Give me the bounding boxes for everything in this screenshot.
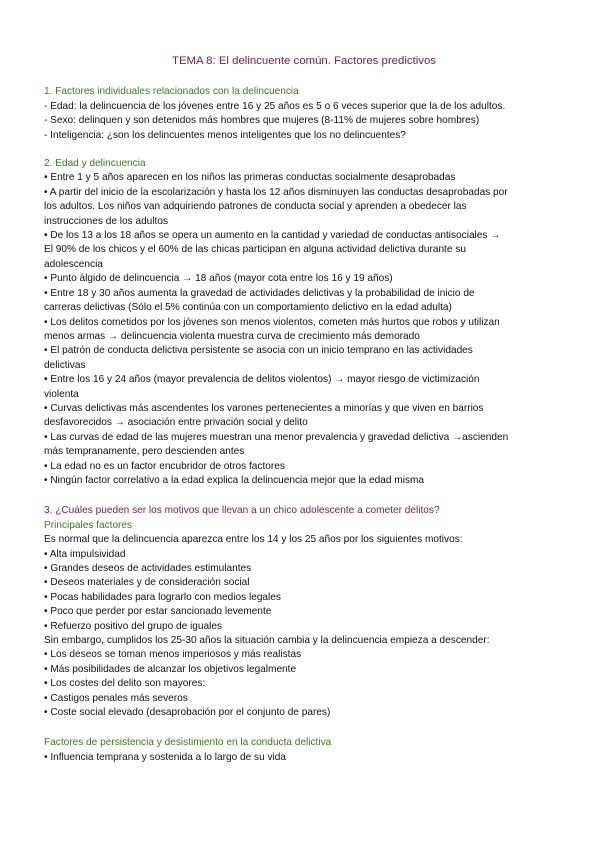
section-1-line: - Inteligencia: ¿son los delincuentes menos inteligentes que los no delincuentes? (44, 129, 406, 141)
document-title: TEMA 8: El delincuente común. Factores predictivos (171, 55, 436, 67)
decline-item: • Coste social elevado (desaprobación por el conjunto de pares) (44, 707, 331, 719)
document-page (44, 54, 564, 765)
section-4-line: • Influencia temprana y sostenida a lo largo de su vida (44, 751, 287, 763)
section-3-transition: Sin embargo, cumplidos los 25-30 años la situación cambia y la delincuencia empieza a descender: (44, 635, 490, 647)
section-4-heading: Factores de persistencia y desistimiento en la conducta delictiva (44, 737, 332, 749)
section-2-line: • Ningún factor correlativo a la edad explica la delincuencia mejor que la edad misma (44, 474, 425, 486)
motive-item: • Poco que perder por estar sancionado levemente (44, 606, 272, 618)
decline-item: • Los deseos se toman menos imperiosos y más realistas (44, 649, 302, 661)
section-2-line: carreras delictivas (Sólo el 5% continúa con un comportamiento delictivo en la edad adulta) (44, 302, 452, 314)
section-2-line: los adultos. Los niños van adquiriendo patrones de conducta social y aprenden a obedecer las (44, 201, 467, 213)
section-2-line: El 90% de los chicos y el 60% de las chicas participan en alguna actividad delictiva durante su (44, 244, 466, 256)
decline-item: • Más posibilidades de alcanzar los objetivos legalmente (44, 663, 297, 675)
motive-item: • Pocas habilidades para lograrlo con medios legales (44, 591, 281, 603)
motive-item: • Grandes deseos de actividades estimulantes (44, 563, 252, 574)
section-2-line: más tempranamente, pero descienden antes (44, 446, 245, 458)
section-2-line: adolescencia (44, 258, 103, 270)
section-3-subheading: Principales factores (44, 519, 133, 531)
motive-item: • Alta impulsividad (44, 548, 126, 560)
section-2-line: menos armas → delincuencia violenta muestra curva de crecimiento más demorado (44, 330, 420, 342)
motive-item: • Deseos materiales y de consideración social (44, 577, 250, 589)
section-2-line: • El patrón de conducta delictiva persistente se asocia con un inicio temprano en las actividades (44, 345, 473, 357)
section-2-line: • Las curvas de edad de las mujeres muestran una menor prevalencia y gravedad delictiva →ascienden (44, 431, 509, 443)
section-2-heading: 2. Edad y delincuencia (44, 158, 146, 170)
section-2-line: delictivas (44, 359, 86, 371)
decline-item: • Castigos penales más severos (44, 692, 188, 704)
section-2-line: • Entre 1 y 5 años aparecen en los niños las primeras conductas socialmente desaprobadas (44, 172, 456, 184)
section-2-line: instrucciones de los adultos (44, 215, 168, 227)
section-3-intro: Es normal que la delincuencia aparezca entre los 14 y los 25 años por los siguientes motivos: (44, 534, 463, 546)
decline-item: • Los costes del delito son mayores: (44, 678, 206, 690)
section-1-line: - Sexo: delinquen y son detenidos más hombres que mujeres (8-11% de mujeres sobre hombres) (44, 115, 480, 127)
section-2-line: • A partir del inicio de la escolarización y hasta los 12 años disminuyen las conductas desaprobadas por (44, 186, 508, 198)
section-2-line: • De los 13 a los 18 años se opera un aumento en la cantidad y variedad de conductas antisociales → (44, 230, 501, 242)
section-2-line: • Entre los 16 y 24 años (mayor prevalencia de delitos violentos) → mayor riesgo de victimización (44, 374, 480, 386)
section-1-heading: 1. Factores individuales relacionados con la delincuencia (44, 86, 299, 98)
section-2-line: desfavorecidos → asociación entre privación social y delito (44, 417, 308, 429)
section-2-line: • Punto álgido de delincuencia → 18 años (mayor cota entre los 16 y 19 años) (44, 273, 393, 285)
section-2-line: • La edad no es un factor encubridor de otros factores (44, 460, 285, 472)
section-3-heading: 3. ¿Cuáles pueden ser los motivos que llevan a un chico adolescente a cometer delitos? (44, 505, 440, 517)
section-2-line: • Entre 18 y 30 años aumenta la gravedad de actividades delictivas y la probabilidad de inicio de (44, 287, 475, 299)
motive-item: • Refuerzo positivo del grupo de iguales (44, 620, 223, 632)
section-2-line: • Curvas delictivas más ascendentes los varones pertenecientes a minorías y que viven en barrios (44, 402, 484, 414)
section-2-line: • Los delitos cometidos por los jóvenes son menos violentos, cometen más hurtos que robos y utilizan (44, 316, 500, 328)
section-2-line: violenta (44, 388, 79, 400)
section-1-line: - Edad: la delincuencia de los jóvenes entre 16 y 25 años es 5 o 6 veces superior que la de los adultos. (44, 100, 506, 112)
